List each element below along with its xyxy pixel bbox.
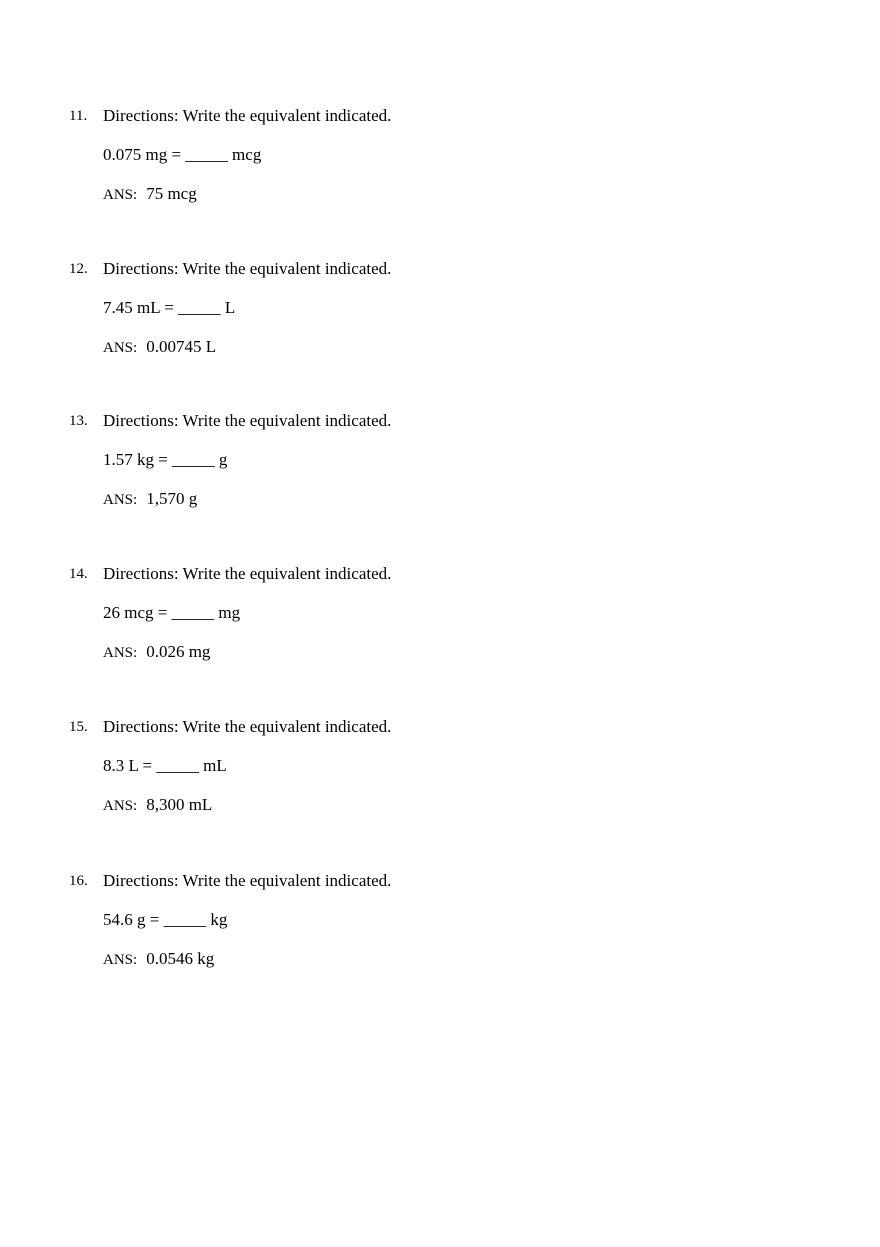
question-problem: 54.6 g = _____ kg (103, 910, 228, 929)
question-problem: 7.45 mL = _____ L (103, 298, 236, 317)
answer-label: ANS: (103, 187, 138, 203)
question-problem: 26 mcg = _____ mg (103, 603, 241, 622)
question-directions: Directions: Write the equivalent indicated. (103, 259, 392, 278)
answer-value: 0.0546 kg (146, 949, 215, 968)
question-number: 16. (69, 873, 88, 889)
question-problem: 8.3 L = _____ mL (103, 756, 227, 775)
answer-label: ANS: (103, 645, 138, 661)
answer-value: 0.026 mg (146, 642, 211, 661)
question-answer (103, 642, 210, 663)
question-number: 15. (69, 719, 88, 735)
answer-label: ANS: (103, 952, 138, 968)
answer-label: ANS: (103, 798, 138, 814)
question-directions: Directions: Write the equivalent indicated. (103, 564, 392, 583)
question-problem: 0.075 mg = _____ mcg (103, 145, 262, 164)
question-answer (103, 489, 197, 510)
question-number: 13. (69, 413, 88, 429)
answer-value: 75 mcg (146, 184, 197, 203)
question-number: 11. (69, 108, 88, 124)
question-answer (103, 337, 216, 358)
question-directions: Directions: Write the equivalent indicated. (103, 411, 392, 430)
question-answer (103, 949, 214, 970)
question-directions: Directions: Write the equivalent indicated. (103, 717, 392, 736)
answer-value: 8,300 mL (146, 795, 213, 814)
question-directions: Directions: Write the equivalent indicated. (103, 871, 392, 890)
question-problem: 1.57 kg = _____ g (103, 450, 228, 469)
question-directions: Directions: Write the equivalent indicated. (103, 106, 392, 125)
question-answer (103, 184, 197, 205)
answer-value: 1,570 g (146, 489, 198, 508)
answer-label: ANS: (103, 492, 138, 508)
question-answer (103, 795, 212, 816)
answer-value: 0.00745 L (146, 337, 217, 356)
question-number: 12. (69, 261, 88, 277)
question-number: 14. (69, 566, 88, 582)
answer-label: ANS: (103, 340, 138, 356)
